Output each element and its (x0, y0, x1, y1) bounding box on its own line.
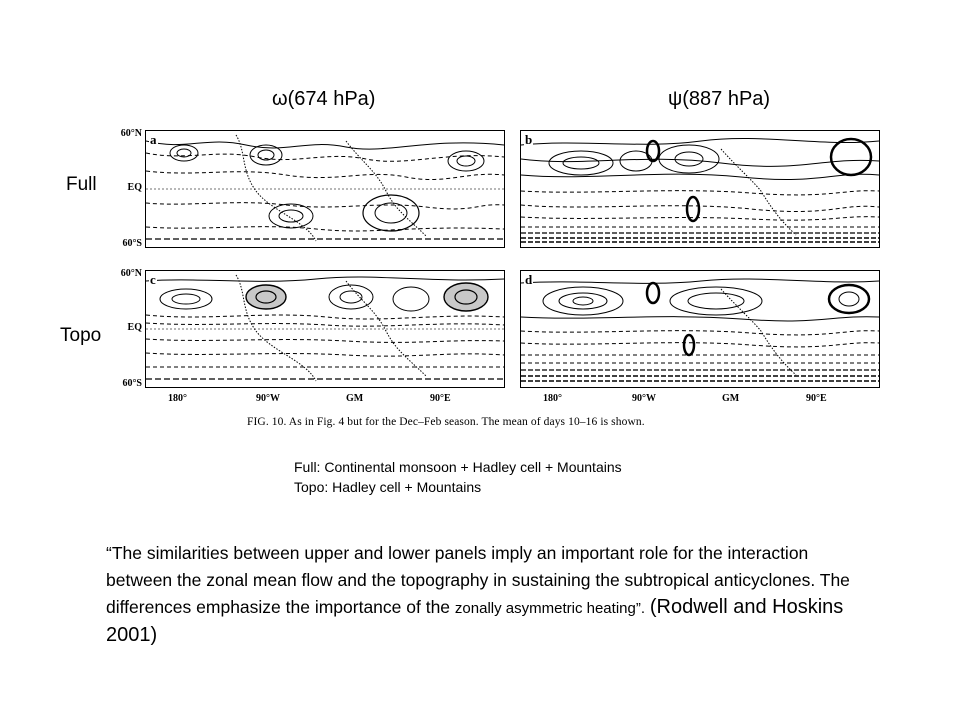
column-title-omega: ω(674 hPa) (272, 88, 376, 110)
panel-c-omega-topo (145, 270, 505, 388)
contour-map-b (521, 131, 879, 247)
legend (294, 457, 622, 497)
lat-label-eq-bottom: EQ (127, 322, 142, 333)
contour-map-d (521, 271, 879, 387)
lon-label-180-right: 180° (543, 393, 562, 404)
panel-a-omega-full (145, 130, 505, 248)
panel-letter-b: b (525, 132, 533, 147)
panel-letter-c: c (150, 272, 156, 287)
panel-b-psi-full (520, 130, 880, 248)
lon-label-90e-left: 90°E (430, 393, 451, 404)
lat-label-60n-bottom: 60°N (120, 268, 142, 279)
row-label-topo: Topo (60, 325, 102, 346)
lat-label-60s-top: 60°S (122, 238, 142, 249)
lat-label-60n-top: 60°N (120, 128, 142, 139)
lon-label-90w-right: 90°W (632, 393, 656, 404)
lat-label-60s-bottom: 60°S (122, 378, 142, 389)
quote-main-text: “The similarities between upper and lower panels imply an important role for the interaction between the zonal mean flow and the topography in sustaining the subtropical anticyclones. The differences emphasize the importance of the (106, 543, 850, 617)
lon-label-90w-left: 90°W (256, 393, 280, 404)
contour-map-c (146, 271, 504, 387)
row-label-full: Full (66, 174, 97, 195)
figure-caption: FIG. 10. As in Fig. 4 but for the Dec–Feb season. The mean of days 10–16 is shown. (247, 416, 645, 428)
lon-label-gm-left: GM (346, 393, 364, 404)
quote-tail-text: zonally asymmetric heating”. (454, 600, 645, 617)
contour-map-a (146, 131, 504, 247)
lon-label-gm-right: GM (722, 393, 740, 404)
quote-citation: (Rodwell and Hoskins 2001) (106, 596, 844, 646)
panel-letter-d: d (525, 272, 533, 287)
legend-line-topo: Topo: Hadley cell + Mountains (294, 479, 482, 495)
lat-label-eq-top: EQ (127, 182, 142, 193)
quote-block (106, 540, 866, 649)
legend-line-full: Full: Continental monsoon + Hadley cell + Mountains (294, 459, 622, 475)
panel-letter-a: a (150, 132, 157, 147)
panel-d-psi-topo (520, 270, 880, 388)
lon-label-90e-right: 90°E (806, 393, 827, 404)
column-title-psi: ψ(887 hPa) (668, 88, 771, 110)
lon-label-180-left: 180° (168, 393, 187, 404)
